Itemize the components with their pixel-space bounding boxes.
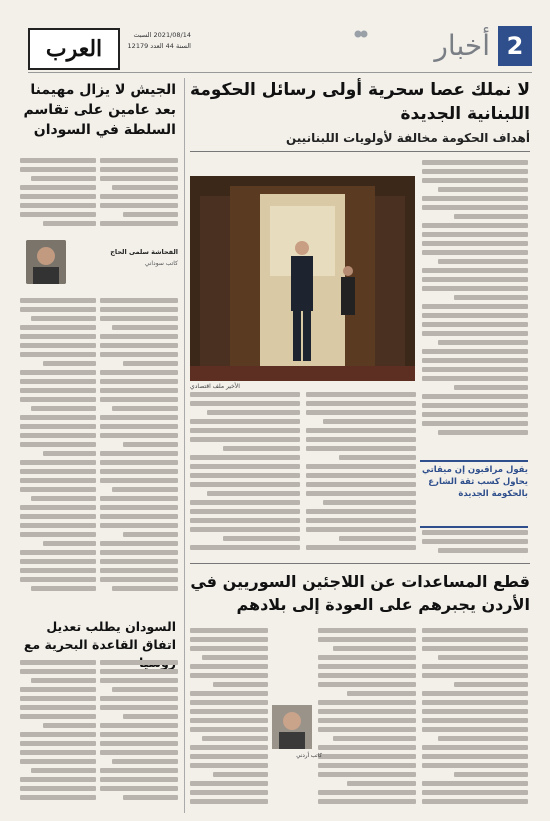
photo-caption: الأخير ملف اقتصادي	[190, 383, 240, 390]
masthead-divider	[28, 72, 532, 73]
left-headline: الجيش لا يزال مهيمنا بعد عامين على تقاسم السلطة في السودان	[23, 82, 176, 138]
main-headline: لا نملك عصا سحرية أولى رسائل الحكومة اللبنانية الجديدة	[190, 80, 530, 124]
main-text-column-2	[306, 392, 416, 560]
logo	[28, 28, 120, 70]
left-text-column-d	[20, 298, 96, 603]
main-photo	[190, 176, 415, 381]
left-text-column-b	[20, 158, 96, 236]
edition-issue: السنة 44 العدد 12179	[127, 42, 191, 50]
bottom-text-column-3	[190, 628, 268, 813]
bottom-text-column-2	[318, 628, 416, 813]
left-bottom-text-b	[20, 660, 96, 810]
section-title: أخبار	[434, 29, 490, 62]
main-text-column-3	[190, 392, 300, 560]
masthead	[28, 26, 532, 70]
author-role: كاتب سوداني	[144, 260, 178, 267]
pullquote-text: يقول مراقبون إن ميقاتي يحاول كسب ثقة الشارع بالحكومة الجديدة	[422, 465, 528, 499]
left-text-column-a	[100, 158, 178, 236]
quote-icon	[354, 30, 368, 42]
subheadline-divider	[190, 151, 530, 152]
author-photo	[26, 240, 66, 284]
main-text-column-right-lower	[422, 530, 528, 560]
column-divider-left	[184, 78, 185, 813]
author-name: الفحاشة سلمى الحاج	[110, 248, 178, 256]
edition-date: 2021/08/14 السبت	[133, 31, 191, 39]
bottom-text-column-1	[422, 628, 528, 813]
main-text-column-right	[422, 160, 528, 450]
left-bottom-headline: السودان يطلب تعديل اتفاق القاعدة البحرية مع	[23, 619, 176, 652]
bottom-author-photo	[272, 705, 312, 749]
bottom-author-name: كاتب أردني	[296, 753, 322, 759]
main-subheadline: أهداف الحكومة مخالفة لأولويات اللبنانيين	[285, 131, 530, 145]
left-text-column-c	[100, 298, 178, 603]
pullquote	[420, 460, 528, 528]
left-author	[20, 240, 178, 292]
logo-text: العرب	[45, 36, 103, 62]
edition-info	[121, 30, 191, 52]
section-number: 2	[498, 26, 532, 66]
bottom-story-divider	[190, 563, 530, 564]
photo-scene	[190, 176, 415, 381]
left-bottom-text-a	[100, 660, 178, 810]
bottom-headline: قطع المساعدات عن اللاجئين السوريين في الأردن يجبرهم على العودة إلى بلادهم	[190, 572, 530, 614]
